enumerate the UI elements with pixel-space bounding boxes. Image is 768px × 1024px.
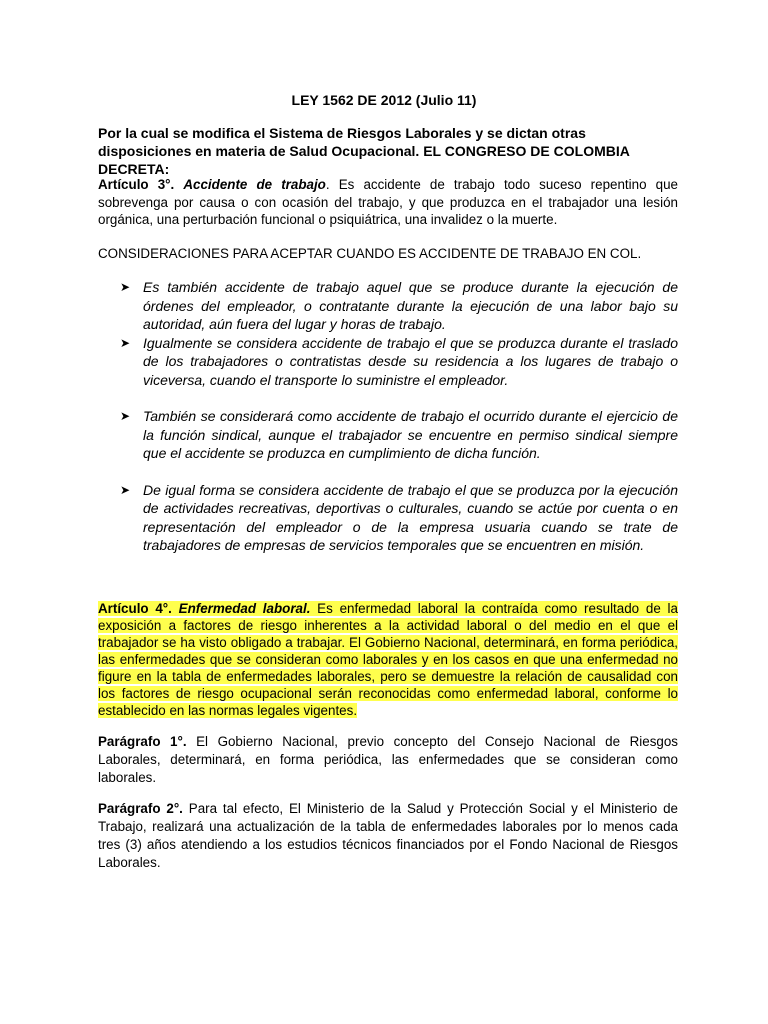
law-title: LEY 1562 DE 2012 (Julio 11) bbox=[291, 92, 477, 108]
list-item bbox=[118, 334, 678, 390]
article-4 bbox=[98, 600, 678, 719]
list-item-text: Igualmente se considera accidente de trabajo el que se produzca durante el traslado de los trabajadores o contratistas desde su residencia a los lugares de trabajo o viceversa, cuando el transporte lo suministre el empleador. bbox=[143, 334, 678, 388]
arrowhead-bullet-icon: ➤ bbox=[120, 409, 131, 423]
paragrafo-2 bbox=[98, 800, 678, 872]
paragrafo-1 bbox=[98, 733, 678, 787]
paragrafo-1-label: Parágrafo 1°. bbox=[98, 734, 187, 749]
arrowhead-bullet-icon: ➤ bbox=[120, 482, 131, 497]
list-item bbox=[118, 481, 678, 555]
arrowhead-bullet-icon: ➤ bbox=[120, 280, 131, 294]
list-item-text: De igual forma se considera accidente de trabajo el que se produzca por la ejecución de actividades recreativas, deportivas o culturales, cuando se actúe por cuenta o en representación del empleador o de la empresa usuaria cuando se trate de trabajadores de empresas de servicios temporales que se encuentren en misión. bbox=[143, 481, 678, 553]
paragrafo-2-text: Para tal efecto, El Ministerio de la Salud y Protección Social y el Ministerio de Trabajo, realizará una actualización de la tabla de enfermedades laborales por lo menos cada tres (3) años atendiendo a los estudios técnicos financiados por el Fondo Nacional de Riesgos Laborales. bbox=[98, 801, 678, 870]
paragrafo-1-text: El Gobierno Nacional, previo concepto del Consejo Nacional de Riesgos Laborales, determinará, en forma periódica, las enfermedades que se consideran como laborales. bbox=[98, 734, 678, 785]
law-intro: Por la cual se modifica el Sistema de Riesgos Laborales y se dictan otras disposiciones en materia de Salud Ocupacional. EL CONGRESO DE COLOMBIA DECRETA: bbox=[98, 125, 630, 177]
list-item bbox=[118, 278, 678, 334]
article-4-text: Es enfermedad laboral la contraída como resultado de la exposición a factores de riesgo inherentes a la actividad laboral o del medio en el que el trabajador se ha visto obligado a trabajar. El Gobierno Nacional, determinará, en forma periódica, las enfermedades que se consideran como laborales y en los casos en que una enfermedad no figure en la tabla de enfermedades laborales, pero se demuestre la relación de causalidad con los factores de riesgo ocupacional serán reconocidas como enfermedad laboral, conforme lo establecido en las normas legales vigentes. bbox=[98, 601, 678, 718]
paragrafo-2-label: Parágrafo 2°. bbox=[98, 801, 183, 816]
article-3-heading: Accidente de trabajo bbox=[183, 177, 326, 192]
arrowhead-bullet-icon: ➤ bbox=[120, 335, 131, 350]
article-4-heading: Enfermedad laboral. bbox=[178, 601, 311, 616]
considerations-list bbox=[118, 278, 678, 555]
article-3-text: . Es accidente de trabajo todo suceso repentino que sobrevenga por causa o con ocasión del trabajo, y que produzca en el trabajador una lesión orgánica, una perturbación funcional o psiquiátrica, una invalidez o la muerte. bbox=[98, 177, 678, 227]
article-3-label: Artículo 3°. bbox=[98, 177, 175, 192]
list-item-text: También se considerará como accidente de trabajo el ocurrido durante el ejercicio de la función sindical, aunque el trabajador se encuentre en permiso sindical siempre que el accidente se produzca en cumplimiento de dicha función. bbox=[143, 408, 678, 461]
article-4-highlight bbox=[98, 601, 678, 718]
list-item-text: Es también accidente de trabajo aquel que se produce durante la ejecución de órdenes del empleador, o contratante durante la ejecución de una labor bajo su autoridad, aún fuera del lugar y horas de trabajo. bbox=[143, 279, 678, 332]
article-4-label: Artículo 4°. bbox=[98, 601, 172, 616]
considerations-heading: CONSIDERACIONES PARA ACEPTAR CUANDO ES ACCIDENTE DE TRABAJO EN COL. bbox=[98, 246, 642, 261]
list-item bbox=[118, 407, 678, 463]
article-3 bbox=[98, 176, 678, 229]
